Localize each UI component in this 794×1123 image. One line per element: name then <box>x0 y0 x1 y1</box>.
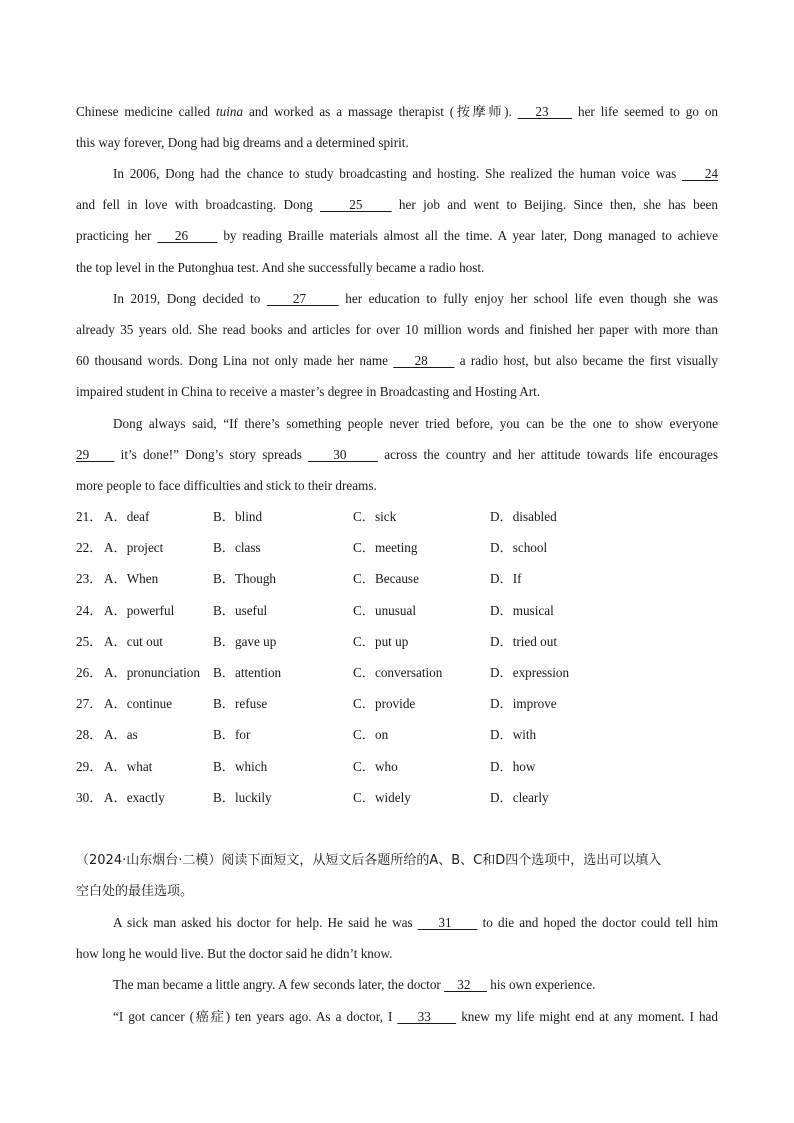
option-b[interactable]: B．blind <box>213 509 263 524</box>
option-c[interactable]: C．conversation <box>353 665 443 680</box>
passage1-line: this way forever, Dong had big dreams and a determined spirit. <box>76 135 409 150</box>
blank-24: 24 <box>681 166 719 181</box>
blank-30: 30 <box>308 447 378 462</box>
option-d[interactable]: D．If <box>490 571 522 586</box>
question-number: 27． <box>76 696 103 711</box>
passage1-line: Chinese medicine called tuina and worked as a massage therapist (按摩师). 23 her life seemed to go on <box>76 104 719 119</box>
question-number: 24． <box>76 603 103 618</box>
option-d[interactable]: D．with <box>490 727 537 742</box>
passage1-line: already 35 years old. She read books and articles for over 10 million words and finished her paper with more than <box>76 322 718 337</box>
passage2-line: The man became a little angry. A few seconds later, the doctor 32 his own experience. <box>113 977 596 992</box>
question-number: 23． <box>76 571 103 586</box>
option-c[interactable]: C．unusual <box>353 603 417 618</box>
passage1-line: In 2006, Dong had the chance to study broadcasting and hosting. She realized the human voice was 24 <box>113 166 719 181</box>
option-c[interactable]: C．provide <box>353 696 416 711</box>
option-d[interactable]: D．improve <box>490 696 557 711</box>
blank-23: 23 <box>517 104 573 119</box>
option-d[interactable]: D．musical <box>490 603 554 618</box>
section-instruction: （2024·山东烟台·二模）阅读下面短文，从短文后各题所给的A、B、C和D四个选项中，选出可以填入 <box>76 853 662 868</box>
passage1-line: and fell in love with broadcasting. Dong 25 her job and went to Beijing. Since then, she has been <box>76 197 718 212</box>
option-a[interactable]: A．pronunciation <box>104 665 200 680</box>
option-c[interactable]: C．widely <box>353 790 411 805</box>
passage2-line: A sick man asked his doctor for help. He said he was 31 to die and hoped the doctor could tell him <box>113 915 718 930</box>
option-a[interactable]: A．continue <box>104 696 173 711</box>
question-number: 25． <box>76 634 103 649</box>
option-a[interactable]: A．deaf <box>104 509 150 524</box>
italic-term: tuina <box>215 104 244 119</box>
blank-32: 32 <box>444 977 487 992</box>
option-a[interactable]: A．powerful <box>104 603 175 618</box>
option-a[interactable]: A．exactly <box>104 790 165 805</box>
option-d[interactable]: D．disabled <box>490 509 557 524</box>
question-number: 28． <box>76 727 103 742</box>
option-a[interactable]: A．what <box>104 759 153 774</box>
option-c[interactable]: C．who <box>353 759 398 774</box>
question-number: 26． <box>76 665 103 680</box>
passage1-line: practicing her 26 by reading Braille materials almost all the time. A year later, Dong managed to achieve <box>76 228 718 243</box>
passage1-line: 60 thousand words. Dong Lina not only made her name 28 a radio host, but also became the first visually <box>76 353 719 368</box>
option-a[interactable]: A．cut out <box>104 634 163 649</box>
passage1-line: more people to face difficulties and stick to their dreams. <box>76 478 377 493</box>
option-b[interactable]: B．luckily <box>213 790 272 805</box>
blank-25: 25 <box>320 197 392 212</box>
blank-31: 31 <box>417 915 478 930</box>
option-c[interactable]: C．Because <box>353 571 419 586</box>
option-a[interactable]: A．When <box>104 571 159 586</box>
option-b[interactable]: B．which <box>213 759 268 774</box>
question-number: 22． <box>76 540 103 555</box>
option-d[interactable]: D．clearly <box>490 790 549 805</box>
passage2-line: how long he would live. But the doctor said he didn’t know. <box>76 946 393 961</box>
option-b[interactable]: B．Though <box>213 571 277 586</box>
option-c[interactable]: C．on <box>353 727 389 742</box>
option-b[interactable]: B．class <box>213 540 261 555</box>
option-d[interactable]: D．expression <box>490 665 570 680</box>
option-a[interactable]: A．as <box>104 727 138 742</box>
blank-26: 26 <box>157 228 218 243</box>
option-b[interactable]: B．attention <box>213 665 282 680</box>
option-c[interactable]: C．put up <box>353 634 409 649</box>
passage1-line: In 2019, Dong decided to 27 her education to fully enjoy her school life even though she was <box>113 291 719 306</box>
question-number: 29． <box>76 759 103 774</box>
option-c[interactable]: C．sick <box>353 509 397 524</box>
question-number: 21． <box>76 509 103 524</box>
option-b[interactable]: B．gave up <box>213 634 277 649</box>
passage1-line: the top level in the Putonghua test. And she successfully became a radio host. <box>76 260 485 275</box>
question-number: 30． <box>76 790 103 805</box>
option-d[interactable]: D．tried out <box>490 634 558 649</box>
blank-27: 27 <box>266 291 339 306</box>
section-instruction: 空白处的最佳选项。 <box>76 884 194 899</box>
blank-29: 29 <box>76 447 115 462</box>
passage1-line: impaired student in China to receive a master’s degree in Broadcasting and Hosting Art. <box>76 384 541 399</box>
option-a[interactable]: A．project <box>104 540 164 555</box>
passage2-line: “I got cancer (癌症) ten years ago. As a doctor, I 33 knew my life might end at any moment. I had <box>113 1009 719 1024</box>
blank-33: 33 <box>397 1009 457 1024</box>
blank-28: 28 <box>393 353 455 368</box>
passage1-line: Dong always said, “If there’s something people never tried before, you can be the one to show everyone <box>113 416 718 431</box>
passage1-line: 29 it’s done!” Dong’s story spreads 30 across the country and her attitude towards life encourages <box>76 447 719 462</box>
option-d[interactable]: D．school <box>490 540 548 555</box>
option-d[interactable]: D．how <box>490 759 536 774</box>
option-b[interactable]: B．refuse <box>213 696 268 711</box>
option-c[interactable]: C．meeting <box>353 540 418 555</box>
option-b[interactable]: B．useful <box>213 603 268 618</box>
option-b[interactable]: B．for <box>213 727 251 742</box>
